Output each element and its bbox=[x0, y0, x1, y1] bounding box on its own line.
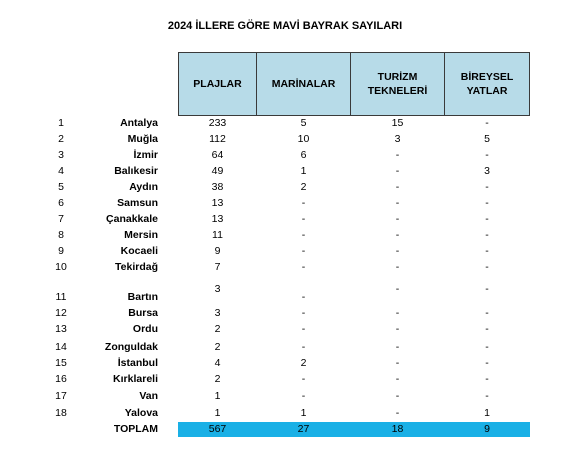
table-row bbox=[0, 148, 570, 164]
header-marinalar: MARİNALAR bbox=[256, 52, 351, 116]
row-yatlar: - bbox=[485, 149, 489, 161]
row-plajlar: 13 bbox=[211, 213, 224, 225]
row-tekneler: - bbox=[395, 323, 400, 335]
row-tekneler: - bbox=[395, 229, 400, 241]
row-marinalar: 10 bbox=[297, 133, 310, 145]
row-marinalar: - bbox=[301, 323, 306, 335]
row-number: 18 bbox=[55, 407, 67, 419]
row-tekneler: - bbox=[395, 261, 400, 273]
row-yatlar: 5 bbox=[484, 133, 490, 145]
row-marinalar: - bbox=[301, 213, 306, 225]
row-plajlar: 1 bbox=[214, 407, 221, 419]
row-plajlar: 9 bbox=[214, 245, 221, 257]
table-row bbox=[0, 116, 570, 132]
row-plajlar: 2 bbox=[214, 323, 221, 335]
total-marinalar: 27 bbox=[297, 423, 310, 435]
row-city: İstanbul bbox=[117, 357, 158, 369]
row-number: 5 bbox=[58, 181, 64, 193]
row-plajlar: 64 bbox=[211, 149, 224, 161]
table-row bbox=[0, 306, 570, 322]
total-label: TOPLAM bbox=[113, 423, 158, 435]
row-marinalar: 5 bbox=[300, 117, 307, 129]
row-city: Antalya bbox=[120, 117, 158, 129]
row-yatlar: - bbox=[485, 307, 489, 319]
row-yatlar: - bbox=[485, 261, 489, 273]
row-tekneler: - bbox=[395, 149, 400, 161]
row-city: Bursa bbox=[128, 307, 158, 319]
row-marinalar: 1 bbox=[300, 407, 307, 419]
row-marinalar: - bbox=[301, 341, 306, 353]
row-plajlar: 233 bbox=[208, 117, 227, 129]
row-tekneler: - bbox=[395, 407, 400, 419]
row-plajlar: 3 bbox=[214, 283, 221, 295]
header-turizm-tekneleri: TURİZM TEKNELERİ bbox=[350, 52, 445, 116]
row-number: 14 bbox=[55, 341, 67, 353]
row-yatlar: - bbox=[485, 341, 489, 353]
row-plajlar: 3 bbox=[214, 307, 221, 319]
table-row bbox=[0, 356, 570, 372]
table-row bbox=[0, 196, 570, 212]
row-number: 4 bbox=[58, 165, 64, 177]
row-yatlar: - bbox=[485, 197, 489, 209]
row-number: 10 bbox=[55, 261, 67, 273]
row-city: Samsun bbox=[117, 197, 158, 209]
row-yatlar: - bbox=[485, 181, 489, 193]
row-city: İzmir bbox=[133, 149, 158, 161]
row-city: Tekirdağ bbox=[115, 261, 158, 273]
total-plajlar: 567 bbox=[208, 423, 227, 435]
row-yatlar: 3 bbox=[484, 165, 490, 177]
row-yatlar: - bbox=[485, 117, 489, 129]
row-plajlar: 2 bbox=[214, 373, 221, 385]
row-tekneler: - bbox=[395, 390, 400, 402]
row-city: Yalova bbox=[124, 407, 158, 419]
row-plajlar: 13 bbox=[211, 197, 224, 209]
row-tekneler: - bbox=[395, 245, 400, 257]
row-yatlar: - bbox=[485, 229, 489, 241]
row-tekneler: - bbox=[395, 307, 400, 319]
row-city: Aydın bbox=[129, 181, 158, 193]
row-city: Kocaeli bbox=[120, 245, 158, 257]
row-tekneler: - bbox=[395, 197, 400, 209]
row-plajlar: 7 bbox=[214, 261, 221, 273]
row-number: 1 bbox=[58, 117, 64, 129]
row-yatlar: - bbox=[485, 357, 489, 369]
row-plajlar: 11 bbox=[212, 229, 223, 241]
row-tekneler: - bbox=[395, 283, 400, 295]
row-marinalar: - bbox=[301, 390, 306, 402]
total-tekneler: 18 bbox=[391, 423, 404, 435]
row-number: 12 bbox=[55, 307, 67, 319]
row-marinalar: 1 bbox=[300, 165, 307, 177]
row-number: 7 bbox=[58, 213, 64, 225]
row-marinalar: - bbox=[301, 245, 306, 257]
table-title: 2024 İLLERE GÖRE MAVİ BAYRAK SAYILARI bbox=[167, 20, 403, 32]
row-number: 8 bbox=[58, 229, 64, 241]
row-marinalar: - bbox=[301, 197, 306, 209]
row-city: Van bbox=[139, 390, 158, 402]
row-city: Zonguldak bbox=[104, 341, 158, 353]
row-number: 15 bbox=[55, 357, 67, 369]
row-tekneler: - bbox=[395, 341, 400, 353]
row-number: 9 bbox=[58, 245, 64, 257]
row-tekneler: 3 bbox=[394, 133, 401, 145]
table-row bbox=[0, 406, 570, 422]
row-yatlar: - bbox=[485, 245, 489, 257]
row-tekneler: 15 bbox=[391, 117, 404, 129]
row-city: Çanakkale bbox=[106, 213, 158, 225]
table-row bbox=[0, 283, 570, 306]
row-marinalar: 2 bbox=[300, 181, 307, 193]
table-row bbox=[0, 212, 570, 228]
row-plajlar: 4 bbox=[214, 357, 221, 369]
row-plajlar: 49 bbox=[211, 165, 224, 177]
row-tekneler: - bbox=[395, 181, 400, 193]
row-marinalar: - bbox=[301, 229, 306, 241]
header-bireysel-yatlar: BİREYSEL YATLAR bbox=[444, 52, 530, 116]
header-plajlar: PLAJLAR bbox=[178, 52, 257, 116]
table-row bbox=[0, 180, 570, 196]
table-row bbox=[0, 389, 570, 405]
row-number: 13 bbox=[55, 323, 67, 335]
table-row bbox=[0, 260, 570, 276]
row-plajlar: 1 bbox=[214, 390, 221, 402]
row-number: 2 bbox=[58, 133, 64, 145]
row-plajlar: 38 bbox=[211, 181, 224, 193]
table-row bbox=[0, 372, 570, 388]
row-city: Ordu bbox=[132, 323, 158, 335]
row-yatlar: - bbox=[485, 283, 489, 295]
row-marinalar: - bbox=[301, 373, 306, 385]
table-row bbox=[0, 322, 570, 338]
row-city: Bartın bbox=[127, 291, 158, 303]
row-yatlar: - bbox=[485, 390, 489, 402]
row-marinalar: - bbox=[301, 261, 306, 273]
row-number: 6 bbox=[58, 197, 64, 209]
row-tekneler: - bbox=[395, 213, 400, 225]
row-number: 3 bbox=[58, 149, 64, 161]
row-marinalar: - bbox=[301, 307, 306, 319]
row-marinalar: 6 bbox=[300, 149, 307, 161]
table-row bbox=[0, 340, 570, 356]
row-tekneler: - bbox=[395, 165, 400, 177]
table-row bbox=[0, 164, 570, 180]
row-yatlar: - bbox=[485, 323, 489, 335]
row-city: Balıkesir bbox=[114, 165, 158, 177]
total-row bbox=[0, 422, 570, 438]
row-tekneler: - bbox=[395, 357, 400, 369]
table-row bbox=[0, 132, 570, 148]
row-number: 16 bbox=[55, 373, 67, 385]
row-plajlar: 2 bbox=[214, 341, 221, 353]
row-plajlar: 112 bbox=[209, 133, 226, 145]
row-city: Mersin bbox=[124, 229, 158, 241]
table-row bbox=[0, 244, 570, 260]
row-yatlar: 1 bbox=[484, 407, 490, 419]
row-yatlar: - bbox=[485, 213, 489, 225]
row-yatlar: - bbox=[485, 373, 489, 385]
row-marinalar: - bbox=[301, 291, 306, 303]
total-yatlar: 9 bbox=[484, 423, 490, 435]
row-number: 11 bbox=[55, 291, 67, 303]
row-number: 17 bbox=[55, 390, 67, 402]
row-city: Muğla bbox=[127, 133, 158, 145]
table-row bbox=[0, 228, 570, 244]
row-tekneler: - bbox=[395, 373, 400, 385]
row-marinalar: 2 bbox=[300, 357, 307, 369]
row-city: Kırklareli bbox=[113, 373, 158, 385]
